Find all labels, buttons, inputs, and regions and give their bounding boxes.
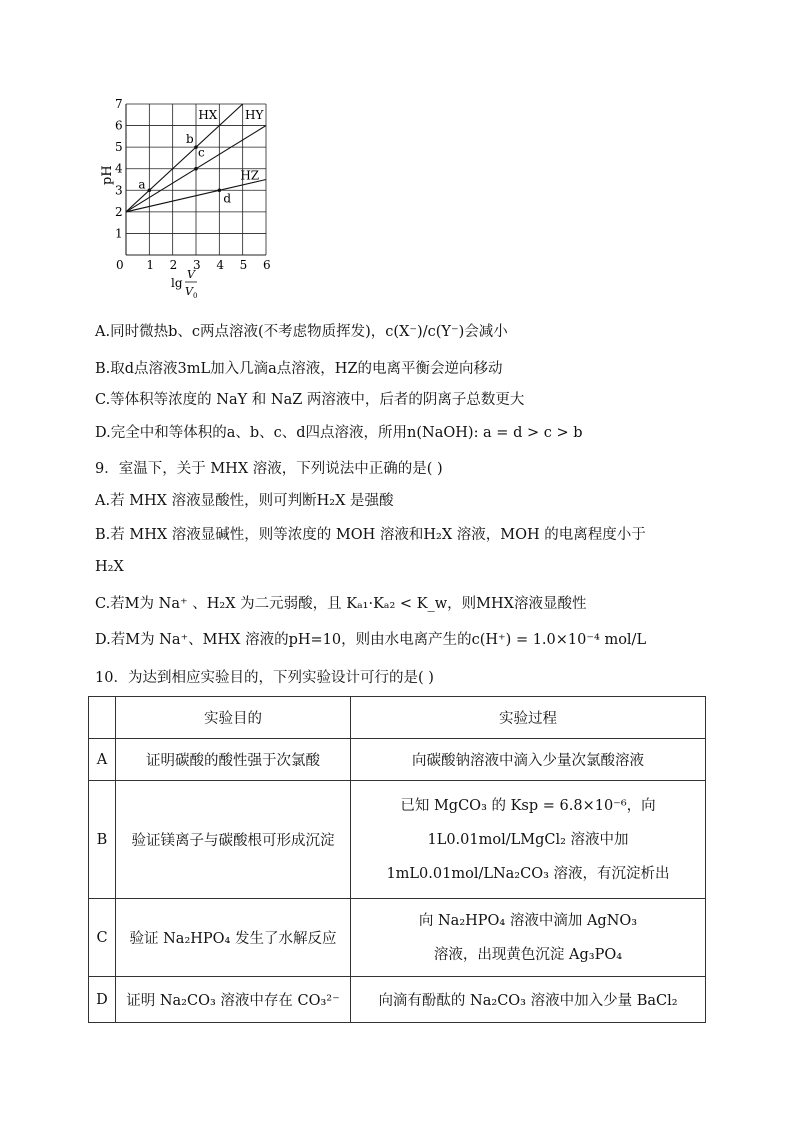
x-tick-label: 5 [239, 258, 248, 272]
y-tick-label: 6 [115, 118, 123, 133]
svg-text:V: V [187, 268, 195, 281]
row-label: C [89, 899, 116, 977]
table-row [89, 739, 706, 781]
point-label-d: d [223, 191, 232, 206]
row-process: 已知 MgCO₃ 的 Ksp = 6.8×10⁻⁶，向 1L0.01mol/LMgCl₂ 溶液中加 1mL0.01mol/LNa₂CO₃ 溶液，有沉淀析出 [351, 781, 706, 899]
point-label-b: b [186, 132, 194, 147]
svg-text:V: V [185, 285, 193, 298]
svg-text:lg: lg [171, 276, 183, 290]
svg-text:0: 0 [193, 292, 198, 300]
series-label-hz: HZ [240, 168, 260, 183]
row-label: A [89, 739, 116, 781]
x-tick-label: 4 [216, 258, 224, 272]
point-label-a: a [138, 177, 146, 192]
y-tick-label: 7 [115, 97, 123, 111]
point-a [148, 188, 152, 192]
y-tick-label: 1 [115, 226, 123, 241]
point-label-c: c [198, 145, 205, 160]
q9-option-a: A.若 MHX 溶液显酸性，则可判断H₂X 是强酸 [95, 493, 394, 509]
y-tick-label: 5 [115, 140, 123, 155]
option-b: B.取d点溶液3mL加入几滴a点溶液，HZ的电离平衡会逆向移动 [95, 361, 503, 377]
header-purpose: 实验目的 [116, 697, 351, 739]
row-label: D [89, 977, 116, 1023]
option-d: D.完全中和等体积的a、b、c、d四点溶液，所用n(NaOH): a = d > c > b [95, 425, 583, 441]
ph-dilution-chart [95, 95, 285, 310]
q9-option-c: C.若M为 Na⁺ 、H₂X 为二元弱酸，且 Kₐ₁·Kₐ₂ < K_w，则MHX溶液显酸性 [95, 596, 587, 612]
q9-option-b-cont: H₂X [95, 559, 124, 575]
q9-option-b: B.若 MHX 溶液显碱性，则等浓度的 MOH 溶液和H₂X 溶液，MOH 的电离程度小于 [95, 527, 646, 543]
experiment-table [88, 696, 706, 1023]
q9-stem: 9．室温下，关于 MHX 溶液，下列说法中正确的是( ) [95, 461, 443, 477]
y-tick-label: 4 [115, 161, 123, 176]
row-purpose: 证明 Na₂CO₃ 溶液中存在 CO₃²⁻ [116, 977, 351, 1023]
header-process: 实验过程 [351, 697, 706, 739]
row-purpose: 证明碳酸的酸性强于次氯酸 [116, 739, 351, 781]
x-tick-label: 1 [146, 258, 154, 272]
y-tick-label: 2 [115, 204, 123, 219]
x-tick-label: 6 [263, 258, 271, 272]
x-tick-label: 2 [169, 258, 178, 272]
row-label: B [89, 781, 116, 899]
series-label-hy: HY [245, 108, 264, 123]
point-c [194, 167, 198, 171]
row-purpose: 验证 Na₂HPO₄ 发生了水解反应 [116, 899, 351, 977]
x-axis-label [171, 268, 197, 300]
table-row [89, 899, 706, 977]
header-label [89, 697, 116, 739]
row-process: 向碳酸钠溶液中滴入少量次氯酸溶液 [351, 739, 706, 781]
y-tick-label: 3 [115, 183, 123, 198]
y-axis-label: pH [100, 165, 115, 185]
row-purpose: 验证镁离子与碳酸根可形成沉淀 [116, 781, 351, 899]
q9-option-d: D.若M为 Na⁺、MHX 溶液的pH=10，则由水电离产生的c(H⁺) = 1.0×10⁻⁴ mol/L [95, 632, 647, 648]
point-d [218, 188, 222, 192]
option-c: C.等体积等浓度的 NaY 和 NaZ 两溶液中，后者的阴离子总数更大 [95, 392, 525, 408]
table-row [89, 977, 706, 1023]
row-process: 向滴有酚酞的 Na₂CO₃ 溶液中加入少量 BaCl₂ [351, 977, 706, 1023]
option-a: A.同时微热b、c两点溶液(不考虑物质挥发)，c(X⁻)/c(Y⁻)会减小 [95, 324, 508, 340]
series-label-hx: HX [198, 108, 218, 123]
x-tick-label: 3 [193, 258, 201, 272]
q10-stem: 10．为达到相应实验目的，下列实验设计可行的是( ) [95, 670, 434, 686]
row-process: 向 Na₂HPO₄ 溶液中滴加 AgNO₃ 溶液，出现黄色沉淀 Ag₃PO₄ [351, 899, 706, 977]
x-tick-label: 0 [116, 258, 124, 272]
table-row [89, 781, 706, 899]
table-header-row [89, 697, 706, 739]
